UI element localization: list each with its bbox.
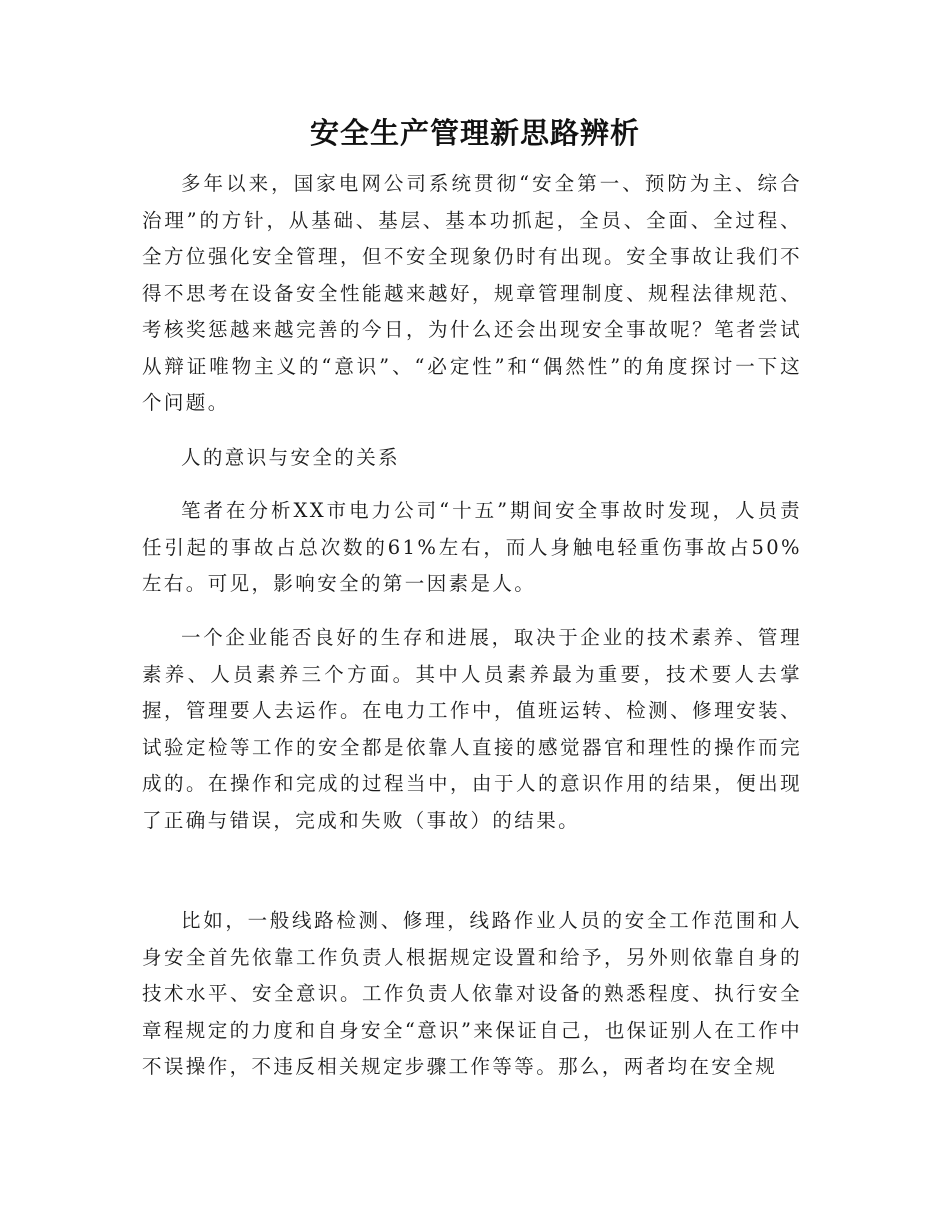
paragraph-statistics: 笔者在分析XX市电力公司“十五”期间安全事故时发现，人员责任引起的事故占总次数的61%左右，而人身触电轻重伤事故占50%左右。可见，影响安全的第一因素是人。 [142,499,802,595]
paragraph-intro: 多年以来，国家电网公司系统贯彻“安全第一、预防为主、综合治理”的方针，从基础、基层、基本功抓起，全员、全面、全过程、全方位强化安全管理，但不安全现象仍时有出现。安全事故让我们不得不思考在设备安全性能越来越好，规章管理制度、规程法律规范、考核奖惩越来越完善的今日，为什么还会出现安全事故呢？笔者尝试从辩证唯物主义的“意识”、“必定性”和“偶然性”的角度探讨一下这个问题。 [142,172,802,414]
document-title: 安全生产管理新思路辨析 [309,116,640,150]
paragraph-example: 比如，一般线路检测、修理，线路作业人员的安全工作范围和人身安全首先依靠工作负责人根据规定设置和给予，另外则依靠自身的技术水平、安全意识。工作负责人依靠对设备的熟悉程度、执行安全章程规定的力度和自身安全“意识”来保证自己，也保证别人在工作中不误操作，不违反相关规定步骤工作等等。那么，两者均在安全规 [142,909,802,1078]
paragraph-enterprise-quality: 一个企业能否良好的生存和进展，取决于企业的技术素养、管理素养、人员素养三个方面。其中人员素养最为重要，技术要人去掌握，管理要人去运作。在电力工作中，值班运转、检测、修理安装、试验定检等工作的安全都是依靠人直接的感觉器官和理性的操作而完成的。在操作和完成的过程当中，由于人的意识作用的结果，便出现了正确与错误，完成和失败（事故）的结果。 [142,626,802,832]
section-heading: 人的意识与安全的关系 [181,446,401,469]
